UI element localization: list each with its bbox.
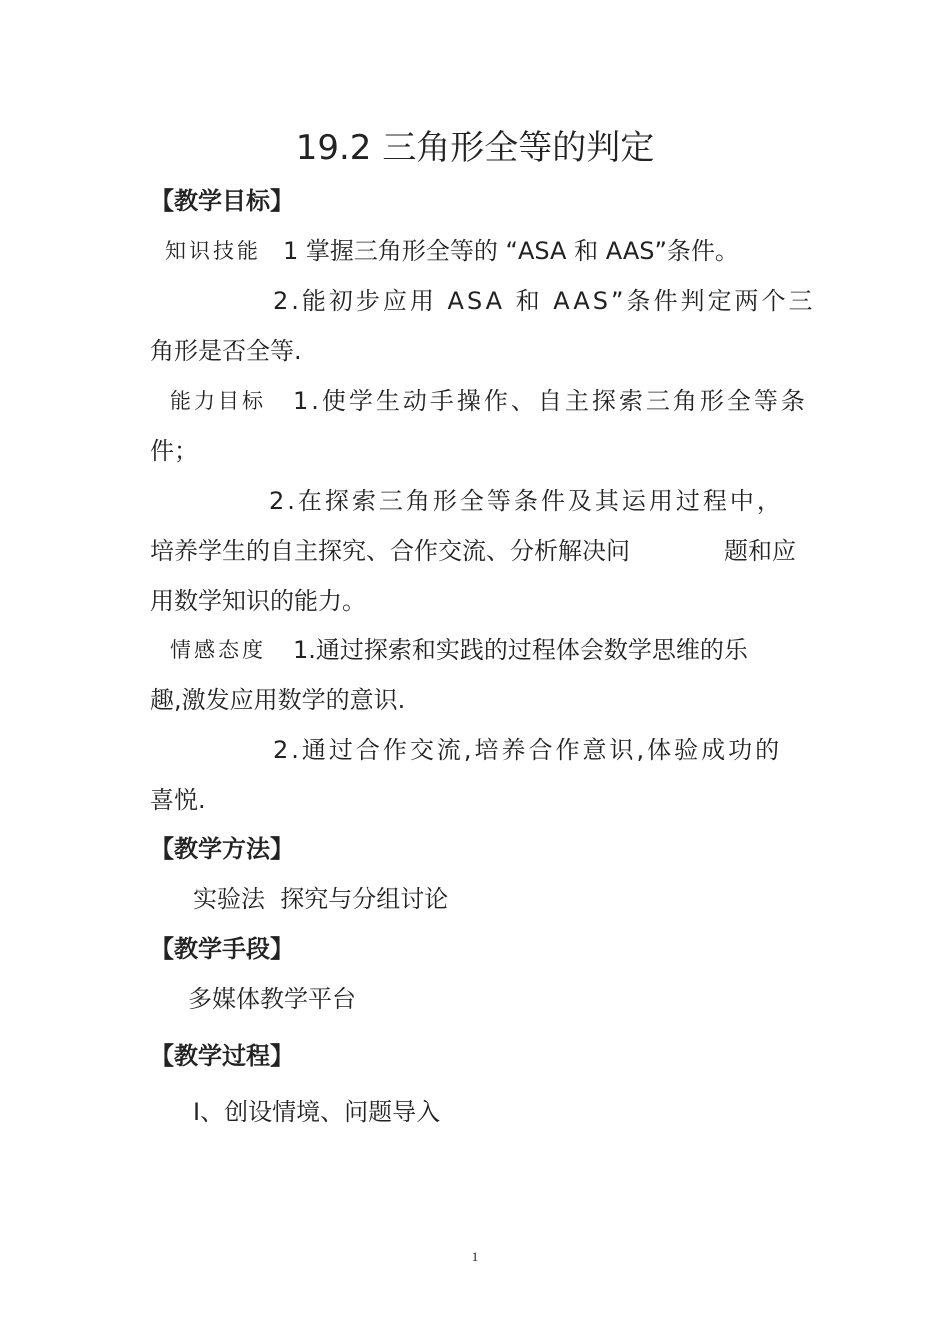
method-text: 实验法 探究与分组讨论 [193, 885, 449, 913]
ability-item-1-line1: 1.使学生动手操作、自主探索三角形全等条 [293, 387, 808, 415]
document-title: 19.2 三角形全等的判定 [295, 128, 655, 168]
process-heading: 【教学过程】 [150, 1042, 294, 1070]
ability-item-2-line3: 用数学知识的能力。 [150, 587, 366, 615]
emotion-item-2-line1: 2.通过合作交流,培养合作意识,体验成功的 [273, 736, 783, 764]
process-item-1: Ⅰ、创设情境、问题导入 [193, 1098, 441, 1126]
knowledge-item-2-line2: 角形是否全等. [150, 337, 302, 365]
ability-label: 能力目标 [170, 389, 266, 413]
emotion-item-1-line1: 1.通过探索和实践的过程体会数学思维的乐 [293, 636, 748, 664]
method-heading: 【教学方法】 [150, 835, 294, 863]
emotion-item-2-line2: 喜悦. [150, 786, 206, 814]
knowledge-item-1: 1 掌握三角形全等的 “ASA 和 AAS”条件。 [283, 237, 739, 265]
page-number: 1 [471, 1249, 479, 1264]
objectives-heading: 【教学目标】 [150, 187, 294, 215]
emotion-label: 情感态度 [170, 638, 266, 662]
ability-item-2-line1: 2.在探索三角形全等条件及其运用过程中， [269, 487, 784, 515]
means-text: 多媒体教学平台 [188, 985, 356, 1013]
ability-item-1-line2: 件； [150, 437, 198, 465]
emotion-item-1-line2: 趣,激发应用数学的意识. [150, 686, 406, 714]
means-heading: 【教学手段】 [150, 935, 294, 963]
knowledge-item-2-line1: 2.能初步应用 ASA 和 AAS”条件判定两个三 [273, 287, 816, 315]
knowledge-label: 知识技能 [165, 239, 261, 263]
ability-item-2-line2: 培养学生的自主探究、合作交流、分析解决问 [150, 537, 630, 565]
ability-item-2-line2-end: 题和应 [724, 537, 796, 565]
